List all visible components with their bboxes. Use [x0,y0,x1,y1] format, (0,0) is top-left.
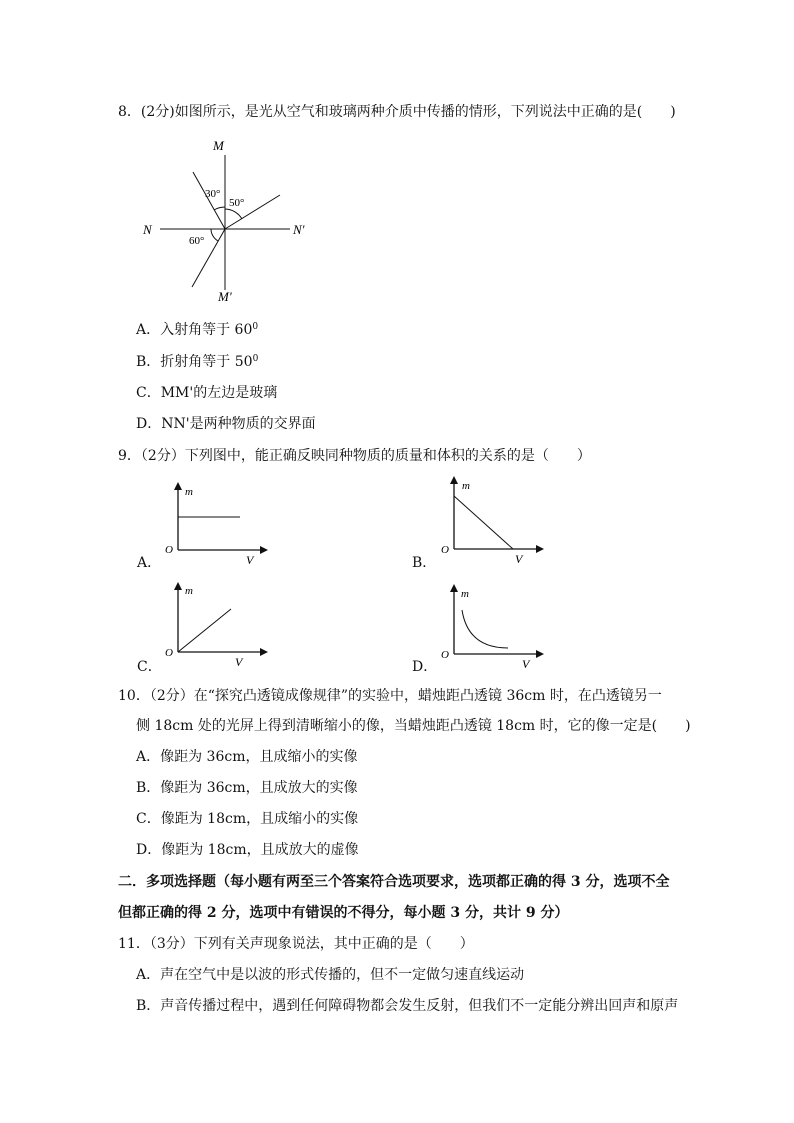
q9-option-a-label: A． [137,555,162,571]
q10-stem-line1: 10．（2分）在“探究凸透镜成像规律”的实验中，蜡烛距凸透镜 36cm 时，在凸透镜另一 [118,688,662,704]
q11-option-b: B．声音传播过程中，遇到任何障碍物都会发生反射，但我们不一定能分辨出回声和原声 [136,998,679,1014]
angle-60-label: 60° [189,235,205,247]
label-n: N [143,222,152,237]
q8-refraction-figure [135,135,335,305]
q8-option-a: A．入射角等于 $60^0$ [136,322,259,338]
svg-text:O: O [441,649,449,661]
label-m: M [213,138,224,153]
q8-option-b: B．折射角等于 $50^0$ [136,354,259,370]
svg-text:O: O [441,544,449,556]
svg-text:m: m [461,588,469,600]
q10-option-a: A．像距为 36cm，且成缩小的实像 [136,749,358,765]
graph-c-curve [178,609,231,652]
q10-option-b: B．像距为 36cm，且成放大的实像 [136,780,358,796]
q9-option-d-label: D． [412,659,438,675]
angle-50-arc [225,209,242,219]
q8-stem: 8．(2分)如图所示，是光从空气和玻璃两种介质中传播的情形，下列说法中正确的是( ) [118,104,676,120]
q9-graph-a [160,480,270,570]
angle-60-arc [211,229,218,241]
q9-stem: 9．（2分）下列图中，能正确反映同种物质的质量和体积的关系的是（ ） [118,448,591,464]
svg-text:V: V [522,657,530,671]
q10-option-c: C．像距为 18cm，且成缩小的实像 [136,811,359,827]
q9-graph-d [436,582,546,672]
q11-option-a: A．声在空气中是以波的形式传播的，但不一定做匀速直线运动 [136,967,525,983]
svg-text:V: V [515,552,523,564]
graph-d-curve [462,610,508,648]
q10-stem-line2: 侧 18cm 处的光屏上得到清晰缩小的像，当蜡烛距凸透镜 18cm 时，它的像一定是( ) [136,718,691,734]
section-2-heading-line2: 但都正确的得 2 分，选项中有错误的不得分，每小题 3 分，共计 9 分） [118,905,569,921]
q9-option-b-label: B． [412,555,437,571]
angle-30-arc [214,207,225,210]
q8-option-c: C．MM'的左边是玻璃 [136,385,278,401]
q11-stem: 11．（3分）下列有关声现象说法，其中正确的是（ ） [118,936,474,952]
svg-text:O: O [165,647,173,659]
q9-option-c-label: C． [137,659,162,675]
label-n-prime: N' [293,222,305,237]
q10-option-d: D．像距为 18cm，且成放大的虚像 [136,842,359,858]
svg-text:V: V [246,553,254,567]
svg-text:V: V [235,655,243,669]
angle-30-label: 30° [205,188,221,200]
angle-50-label: 50° [229,197,245,209]
q8-option-d: D．NN'是两种物质的交界面 [136,416,316,432]
incident-ray [193,172,225,229]
svg-text:m: m [185,486,193,498]
svg-text:O: O [165,544,173,556]
q9-graph-c [160,580,270,670]
q9-graph-b [436,474,546,564]
graph-b-curve [454,496,513,549]
section-2-heading-line1: 二．多项选择题（每小题有两至三个答案符合选项要求，选项都正确的得 3 分，选项不全 [118,874,670,890]
label-m-prime: M' [218,289,232,304]
svg-text:m: m [462,480,470,492]
svg-text:m: m [185,585,193,597]
